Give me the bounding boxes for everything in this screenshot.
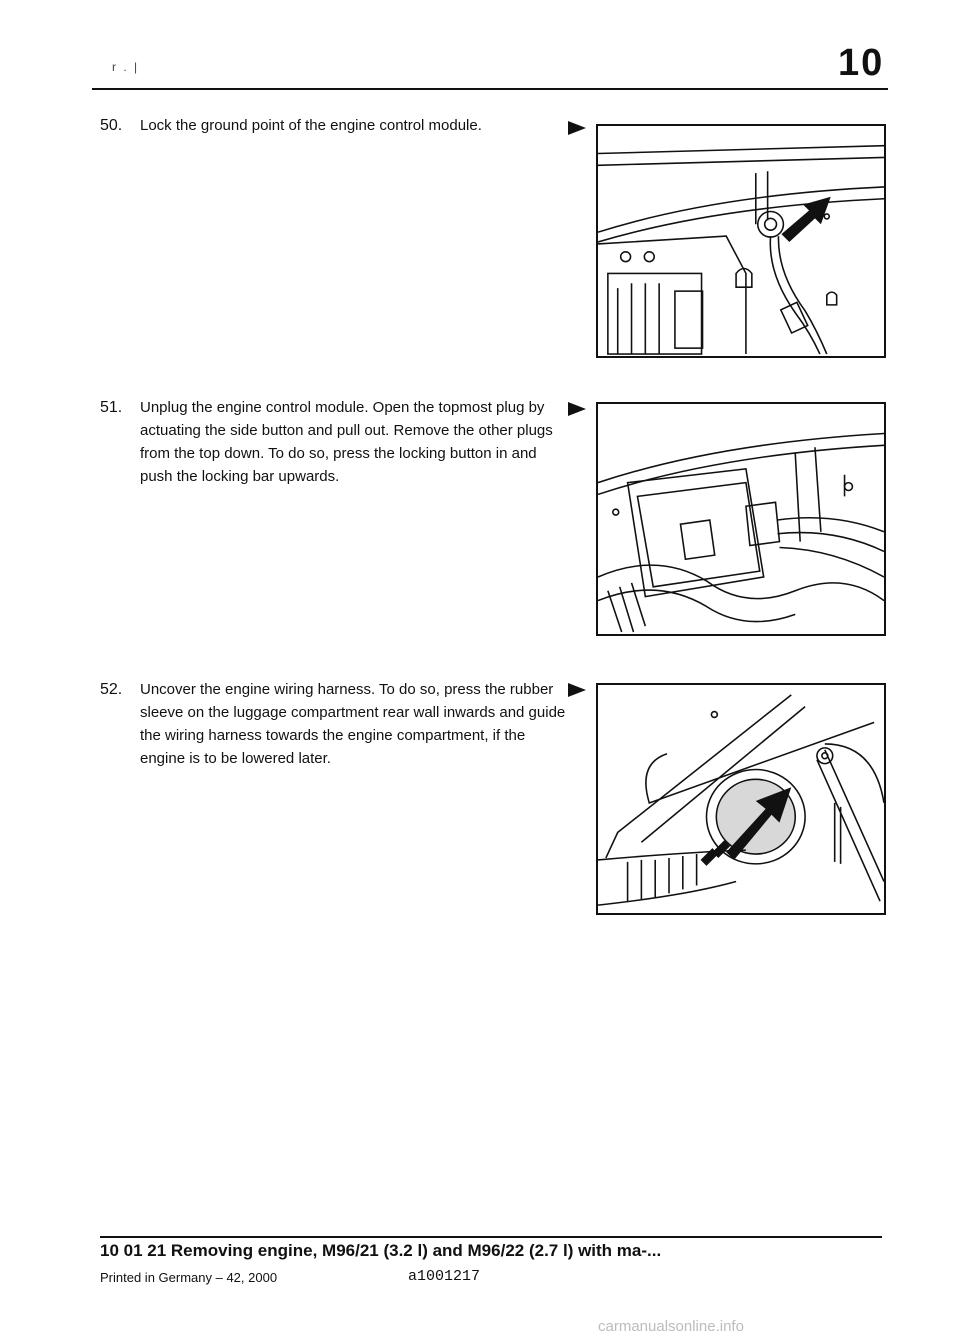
footer-title: 10 01 21 Removing engine, M96/21 (3.2 l) and M96/22 (2.7 l) with ma-... xyxy=(100,1241,662,1260)
step-text: Unplug the engine control module. Open the topmost plug by actuating the side button and pull out. Remove the other plugs from the top down. To do so, press the locking button in and push the locking bar upwards. xyxy=(140,399,553,485)
wiring-harness-sleeve-illustration xyxy=(596,683,886,915)
document-code: a1001217 xyxy=(408,1268,481,1285)
section-number: 10 xyxy=(838,42,885,84)
watermark: carmanualsonline.info xyxy=(598,1318,744,1335)
step-51 xyxy=(100,396,570,488)
right-pointer-icon xyxy=(568,121,586,135)
right-pointer-icon xyxy=(568,683,586,697)
header-rule xyxy=(92,88,888,90)
header-mark: r . | xyxy=(112,60,140,74)
print-info: Printed in Germany – 42, 2000 xyxy=(100,1270,278,1285)
footer-rule xyxy=(100,1236,882,1238)
right-pointer-icon xyxy=(568,402,586,416)
ground-point-illustration xyxy=(596,124,886,358)
step-number: 50. xyxy=(100,117,123,134)
step-text: Lock the ground point of the engine control module. xyxy=(140,117,482,134)
step-number: 51. xyxy=(100,399,123,416)
step-52 xyxy=(100,678,570,770)
control-module-plugs-illustration xyxy=(596,402,886,636)
step-50 xyxy=(100,114,570,137)
step-number: 52. xyxy=(100,681,123,698)
step-text: Uncover the engine wiring harness. To do so, press the rubber sleeve on the luggage compartment rear wall inwards and guide the wiring harness towards the engine compartment, if the engine is to be lowered later. xyxy=(140,681,566,767)
